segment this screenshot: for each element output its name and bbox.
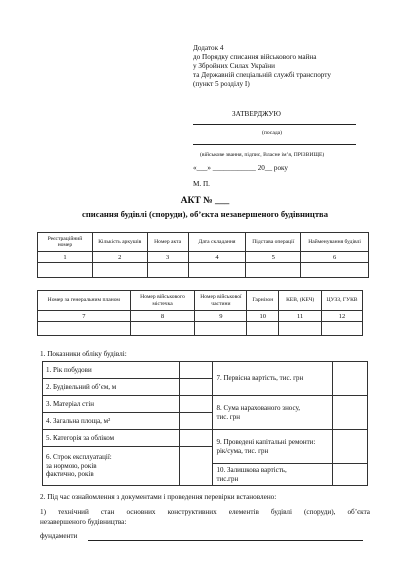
signature-line: [193, 144, 356, 145]
table-input-cell[interactable]: [301, 263, 369, 278]
indicator-label-line: за нормою, років: [46, 461, 97, 470]
table-header-cell: Реєстраційний номер: [38, 233, 93, 252]
indicator-value[interactable]: [333, 362, 368, 396]
indicator-label-line: 6. Строк експлуатації:: [46, 453, 112, 462]
indicator-label: 4. Загальна площа, м²: [43, 413, 180, 430]
stamp-label: М. П.: [193, 180, 210, 188]
indicator-label-line: тис. грн: [216, 412, 240, 421]
approve-title: ЗАТВЕРДЖУЮ: [232, 110, 281, 118]
table-header-cell: Номер за генеральним планом: [38, 291, 131, 311]
indicator-label: [43, 447, 180, 486]
indicators-heading: 1. Показники обліку будівлі:: [40, 350, 127, 358]
indicator-value[interactable]: [179, 413, 213, 430]
indicator-value[interactable]: [333, 396, 368, 430]
table-number-cell: 8: [130, 311, 195, 322]
indicator-label-line: 8. Сума нарахованого зносу,: [216, 404, 301, 412]
location-table: [37, 290, 363, 336]
indicators-table: [42, 361, 368, 486]
table-header-cell: Найменування будівлі: [301, 233, 369, 252]
table-input-cell[interactable]: [147, 263, 188, 278]
table-input-cell[interactable]: [130, 322, 195, 336]
indicator-label: [213, 464, 333, 486]
table-input-cell[interactable]: [195, 322, 247, 336]
indicator-label: [213, 396, 333, 430]
table-number-cell: 4: [188, 252, 246, 263]
position-caption: (посада): [262, 130, 283, 136]
indicator-label-line: фактично, років: [46, 470, 94, 479]
appendix-line: (пункт 5 розділу I): [193, 80, 250, 88]
table-input-cell[interactable]: [246, 263, 301, 278]
table-number-cell: 9: [195, 311, 247, 322]
approve-date: «___» ____________ 20__ року: [193, 164, 289, 172]
indicator-label-line: 10. Залишкова вартість,: [216, 466, 287, 474]
indicator-label: 2. Будівельний об’єм, м: [43, 379, 180, 396]
indicator-label: [213, 430, 333, 464]
table-number-cell: 1: [38, 252, 93, 263]
indicator-label: 3. Матеріал стін: [43, 396, 180, 413]
foundations-line[interactable]: [88, 540, 363, 541]
table-header-cell: ЦУЗЗ, ГУКВ: [322, 291, 363, 311]
registry-table: [37, 232, 369, 278]
table-input-cell[interactable]: [279, 322, 322, 336]
indicator-label: 7. Первісна вартість, тис. грн: [213, 362, 333, 396]
table-input-cell[interactable]: [38, 322, 131, 336]
table-header-cell: Кількість аркушів: [92, 233, 147, 252]
table-number-cell: 12: [322, 311, 363, 322]
indicator-label-line: 9. Проведені капітальні ремонти:: [216, 438, 316, 446]
section2-item1-cont: незавершеного будівництва:: [40, 518, 127, 526]
table-input-cell[interactable]: [322, 322, 363, 336]
table-number-cell: 2: [92, 252, 147, 263]
position-line: [193, 124, 356, 125]
indicator-label-line: рік/сума, тис. грн: [216, 446, 269, 455]
indicator-label: 5. Категорія за обліком: [43, 430, 180, 447]
table-number-cell: 10: [247, 311, 279, 322]
table-header-cell: Номер військової частини: [195, 291, 247, 311]
section2-item1: 1) технічний стан основних конструктивних елементів будівлі (споруди), об’єкта: [40, 508, 370, 516]
table-header-cell: Дата складання: [188, 233, 246, 252]
table-input-cell[interactable]: [247, 322, 279, 336]
table-input-cell[interactable]: [38, 263, 93, 278]
table-header-cell: Підстава операції: [246, 233, 301, 252]
table-number-cell: 11: [279, 311, 322, 322]
indicator-value[interactable]: [179, 396, 213, 413]
indicator-value[interactable]: [333, 464, 368, 486]
indicator-value[interactable]: [179, 362, 213, 379]
table-input-cell[interactable]: [92, 263, 147, 278]
foundations-label: фундаменти: [40, 532, 78, 540]
indicator-label: 1. Рік побудови: [43, 362, 180, 379]
table-number-cell: 5: [246, 252, 301, 263]
appendix-line: у Збройних Силах України: [193, 62, 275, 70]
act-title: АКТ № ___: [180, 196, 230, 206]
table-header-cell: Гарнізон: [247, 291, 279, 311]
indicator-value[interactable]: [179, 447, 213, 486]
section2-heading: 2. Під час ознайомлення з документами і проведення перевірки встановлено:: [40, 493, 277, 501]
indicator-value[interactable]: [333, 430, 368, 464]
table-number-cell: 3: [147, 252, 188, 263]
appendix-line: до Порядку списання військового майна: [193, 53, 317, 61]
act-subtitle: списання будівлі (споруди), об’єкта незавершеного будівництва: [82, 209, 328, 219]
table-header-cell: КЕВ, (КЕЧ): [279, 291, 322, 311]
indicator-value[interactable]: [179, 430, 213, 447]
appendix-title: Додаток 4: [193, 44, 224, 52]
table-header-cell: Номер військового містечка: [130, 291, 195, 311]
table-number-cell: 6: [301, 252, 369, 263]
table-number-cell: 7: [38, 311, 131, 322]
signature-caption: (військове звання, підпис, Власне ім’я, ПРІЗВИЩЕ): [200, 152, 325, 158]
table-input-cell[interactable]: [188, 263, 246, 278]
indicator-label-line: тис.грн: [216, 474, 239, 483]
appendix-line: та Державній спеціальній службі транспорту: [193, 71, 331, 79]
table-header-cell: Номер акта: [147, 233, 188, 252]
indicator-value[interactable]: [179, 379, 213, 396]
